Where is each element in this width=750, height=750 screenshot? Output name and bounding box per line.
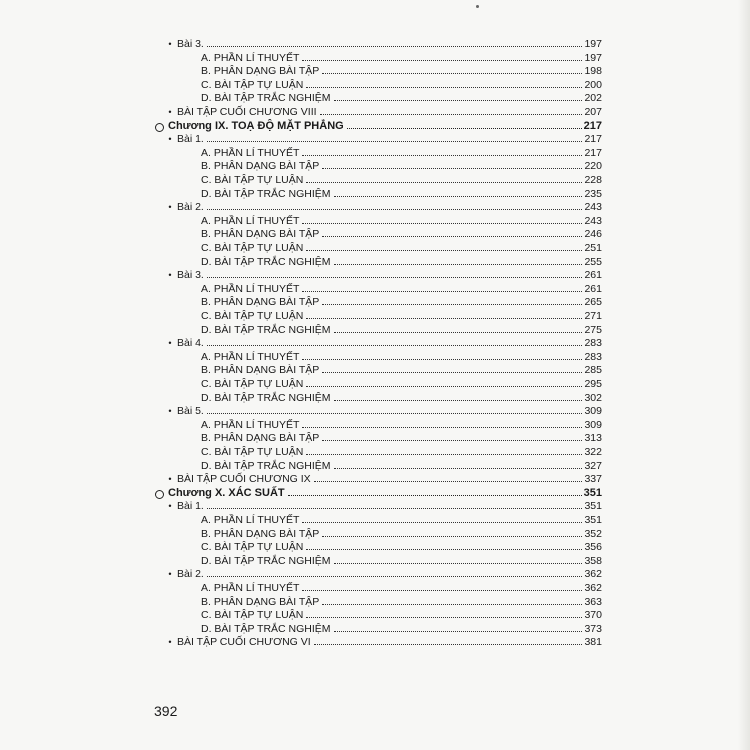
bullet-icon: • [168,39,172,49]
toc-entry-page: 283 [584,337,602,349]
dot-leader [347,128,582,129]
toc-entry-label: A. PHẦN LÍ THUYẾT [201,215,300,227]
toc-entry-label: Bài 1. [177,500,204,512]
bullet-icon: • [168,474,172,484]
toc-entry-label: Bài 4. [177,337,204,349]
toc-entry-page: 197 [584,52,602,64]
toc-entry-page: 362 [584,568,602,580]
toc-entry-label: B. PHÂN DẠNG BÀI TẬP [201,65,320,77]
dot-leader [334,100,583,101]
toc-entry-label: A. PHẦN LÍ THUYẾT [201,514,300,526]
dot-leader [306,386,582,387]
toc-entry-section [166,36,602,50]
dot-leader [207,345,583,346]
toc-entry-chapter [155,485,602,499]
toc-entry-page: 275 [584,324,602,336]
toc-entry-item [201,539,602,553]
toc-entry-page: 356 [584,541,602,553]
toc-entry-item [201,444,602,458]
dot-leader [207,413,583,414]
dot-leader [288,495,582,496]
dot-leader [306,250,582,251]
dot-leader [322,168,582,169]
toc-entry-label: BÀI TẬP CUỐI CHƯƠNG VIII [177,106,317,118]
dot-leader [302,223,582,224]
toc-entry-page: 373 [584,623,602,635]
toc-entry-item [201,349,602,363]
toc-entry-section [166,199,602,213]
toc-entry-item [201,254,602,268]
bullet-icon: • [168,134,172,144]
dot-leader [322,304,582,305]
toc-entry-chapter [155,118,602,132]
toc-entry-item [201,226,602,240]
toc-entry-item [201,580,602,594]
toc-entry-label: D. BÀI TẬP TRẮC NGHIỆM [201,623,331,635]
toc-entry-page: 251 [584,242,602,254]
toc-entry-page: 322 [584,446,602,458]
toc-entry-page: 246 [584,228,602,240]
toc-entry-item [201,362,602,376]
toc-entry-page: 217 [584,133,602,145]
dot-leader [302,590,582,591]
toc-entry-item [201,553,602,567]
toc-entry-label: B. PHÂN DẠNG BÀI TẬP [201,364,320,376]
bullet-icon: • [168,637,172,647]
toc-entry-item [201,90,602,104]
toc-entry-label: Chương X. XÁC SUẤT [168,487,285,499]
toc-entry-page: 261 [584,283,602,295]
toc-entry-page: 309 [584,419,602,431]
bullet-icon: • [168,107,172,117]
toc-entry-label: Bài 5. [177,405,204,417]
dot-leader [334,264,583,265]
dot-leader [334,468,583,469]
toc-entry-label: Bài 2. [177,201,204,213]
toc-entry-page: 302 [584,392,602,404]
toc-entry-label: Bài 3. [177,38,204,50]
toc-entry-page: 309 [584,405,602,417]
toc-entry-section [166,403,602,417]
circle-bullet-icon [155,123,164,132]
bullet-icon: • [168,406,172,416]
toc-entry-item [201,458,602,472]
toc-entry-label: Bài 2. [177,568,204,580]
dot-leader [334,631,583,632]
dot-leader [302,359,582,360]
toc-entry-item [201,186,602,200]
toc-entry-item [201,621,602,635]
toc-entry-page: 198 [584,65,602,77]
toc-entry-label: D. BÀI TẬP TRẮC NGHIỆM [201,460,331,472]
toc-entry-label: D. BÀI TẬP TRẮC NGHIỆM [201,92,331,104]
dot-leader [306,617,582,618]
toc-entry-page: 327 [584,460,602,472]
toc-entry-label: A. PHẦN LÍ THUYẾT [201,283,300,295]
toc-entry-page: 363 [584,596,602,608]
toc-entry-item [201,308,602,322]
toc-entry-label: D. BÀI TẬP TRẮC NGHIỆM [201,188,331,200]
toc-entry-item [201,63,602,77]
toc-entry-item [201,50,602,64]
toc-entry-page: 207 [584,106,602,118]
dot-leader [306,87,582,88]
toc-entry-section [166,634,602,648]
dot-leader [306,454,582,455]
bullet-icon: • [168,270,172,280]
dot-leader [334,332,583,333]
toc-entry-label: B. PHÂN DẠNG BÀI TẬP [201,432,320,444]
toc-entry-label: C. BÀI TẬP TỰ LUẬN [201,174,304,186]
toc-entry-label: BÀI TẬP CUỐI CHƯƠNG IX [177,473,311,485]
toc-entry-item [201,594,602,608]
toc-entry-label: A. PHẦN LÍ THUYẾT [201,582,300,594]
bullet-icon: • [168,569,172,579]
toc-entry-label: BÀI TẬP CUỐI CHƯƠNG VI [177,636,311,648]
toc-entry-item [201,322,602,336]
toc-entry-item [201,294,602,308]
toc-entry-page: 243 [584,215,602,227]
dot-leader [207,576,583,577]
bullet-icon: • [168,202,172,212]
toc-entry-section [166,498,602,512]
toc-entry-item [201,158,602,172]
toc-entry-item [201,213,602,227]
toc-entry-label: D. BÀI TẬP TRẮC NGHIỆM [201,555,331,567]
toc-entry-page: 285 [584,364,602,376]
dot-leader [322,236,582,237]
dot-leader [207,508,583,509]
toc-entry-item [201,145,602,159]
toc-entry-page: 370 [584,609,602,621]
dot-leader [322,604,582,605]
toc-entry-page: 202 [584,92,602,104]
dot-leader [334,400,583,401]
toc-entry-label: C. BÀI TẬP TỰ LUẬN [201,378,304,390]
toc-entry-page: 351 [583,487,602,499]
bullet-icon: • [168,501,172,511]
toc-entry-label: C. BÀI TẬP TỰ LUẬN [201,609,304,621]
toc-entry-label: B. PHÂN DẠNG BÀI TẬP [201,296,320,308]
toc-entry-item [201,417,602,431]
toc-entry-label: C. BÀI TẬP TỰ LUẬN [201,310,304,322]
dot-leader [207,209,583,210]
toc-entry-label: C. BÀI TẬP TỰ LUẬN [201,446,304,458]
toc-entry-page: 351 [584,514,602,526]
toc-entry-item [201,390,602,404]
toc-entry-page: 358 [584,555,602,567]
toc-entry-page: 261 [584,269,602,281]
toc-entry-label: A. PHẦN LÍ THUYẾT [201,52,300,64]
dot-leader [207,46,583,47]
dot-leader [306,182,582,183]
toc-entry-page: 352 [584,528,602,540]
toc-entry-page: 217 [583,120,602,132]
toc-entry-item [201,240,602,254]
toc-entry-page: 351 [584,500,602,512]
dot-leader [302,155,582,156]
toc-entry-label: C. BÀI TẬP TỰ LUẬN [201,242,304,254]
toc-entry-page: 313 [584,432,602,444]
dot-leader [320,114,583,115]
toc-entry-section [166,566,602,580]
toc-entry-page: 243 [584,201,602,213]
circle-bullet-icon [155,490,164,499]
toc-entry-page: 235 [584,188,602,200]
toc-entry-page: 283 [584,351,602,363]
page-number: 392 [154,703,178,719]
toc-entry-label: D. BÀI TẬP TRẮC NGHIỆM [201,324,331,336]
toc-entry-item [201,526,602,540]
toc-entry-label: C. BÀI TẬP TỰ LUẬN [201,79,304,91]
toc-entry-item [201,607,602,621]
dot-leader [302,60,582,61]
dot-leader [302,427,582,428]
toc-entry-page: 362 [584,582,602,594]
toc-entry-item [201,172,602,186]
toc-entry-label: D. BÀI TẬP TRẮC NGHIỆM [201,392,331,404]
dot-leader [207,277,583,278]
dot-leader [207,141,583,142]
toc-entry-item [201,376,602,390]
toc-entry-page: 228 [584,174,602,186]
toc-entry-label: B. PHÂN DẠNG BÀI TẬP [201,596,320,608]
page-edge-shadow [738,0,750,750]
toc-entry-label: A. PHẦN LÍ THUYẾT [201,147,300,159]
dot-leader [322,73,582,74]
toc-entry-page: 271 [584,310,602,322]
toc-entry-label: D. BÀI TẬP TRẮC NGHIỆM [201,256,331,268]
toc-entry-item [201,77,602,91]
dot-leader [334,196,583,197]
toc-entry-page: 197 [584,38,602,50]
dot-leader [322,536,582,537]
toc-entry-page: 337 [584,473,602,485]
dot-leader [314,644,583,645]
toc-entry-label: Bài 3. [177,269,204,281]
toc-entry-label: C. BÀI TẬP TỰ LUẬN [201,541,304,553]
toc-entry-page: 200 [584,79,602,91]
toc-entry-page: 381 [584,636,602,648]
toc-entry-section [166,131,602,145]
toc-entry-label: B. PHÂN DẠNG BÀI TẬP [201,228,320,240]
dot-leader [314,481,583,482]
dot-leader [302,522,582,523]
toc-entry-page: 220 [584,160,602,172]
toc-entry-item [201,430,602,444]
toc-entry-section [166,335,602,349]
toc-entry-page: 295 [584,378,602,390]
toc-entry-label: B. PHÂN DẠNG BÀI TẬP [201,528,320,540]
toc-entry-label: Bài 1. [177,133,204,145]
toc-entry-label: Chương IX. TOẠ ĐỘ MẶT PHẲNG [168,120,344,132]
dot-leader [306,549,582,550]
toc-entry-label: A. PHẦN LÍ THUYẾT [201,419,300,431]
dot-leader [322,372,582,373]
toc-entry-page: 255 [584,256,602,268]
toc-entry-label: A. PHẦN LÍ THUYẾT [201,351,300,363]
toc-entry-item [201,281,602,295]
bullet-icon: • [168,338,172,348]
dot-leader [306,318,582,319]
ink-speck [476,5,479,8]
dot-leader [322,440,582,441]
toc-entry-section [166,471,602,485]
toc-entry-section [166,267,602,281]
toc-entry-section [166,104,602,118]
toc-entry-page: 217 [584,147,602,159]
dot-leader [302,291,582,292]
toc-entry-label: B. PHÂN DẠNG BÀI TẬP [201,160,320,172]
toc-entry-page: 265 [584,296,602,308]
dot-leader [334,563,583,564]
toc-entry-item [201,512,602,526]
